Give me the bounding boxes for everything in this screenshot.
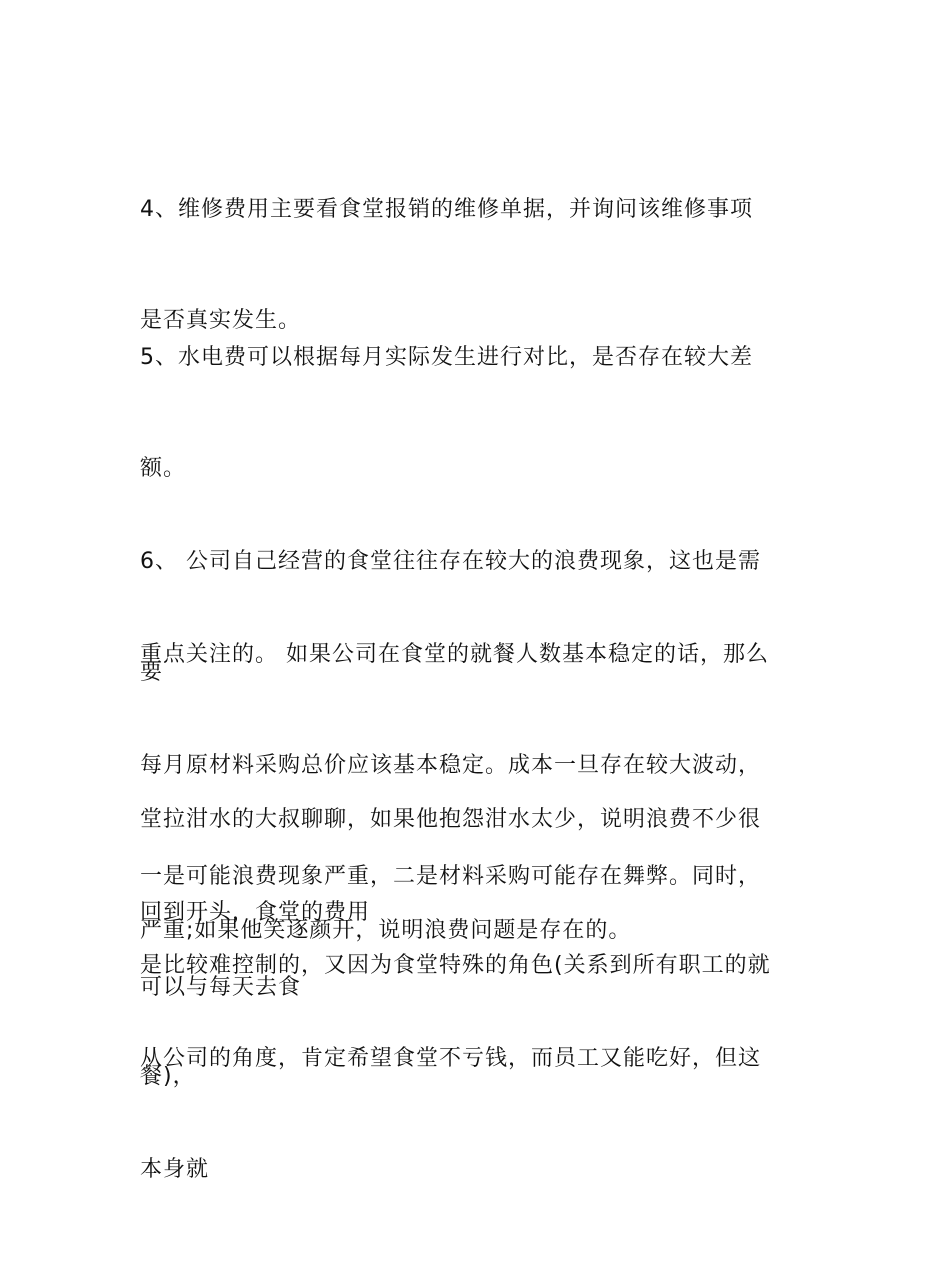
text-line: 堂拉泔水的大叔聊聊，如果他抱怨泔水太少，说明浪费不少很 [140, 807, 762, 832]
text-line: 5、水电费可以根据每月实际发生进行对比，是否存在较大差 [140, 345, 753, 370]
text-line: 严重;如果他笑逐颜开，说明浪费问题是存在的。 [140, 918, 632, 943]
text-line: 重点关注的。 如果公司在食堂的就餐人数基本稳定的话，那么 [140, 642, 769, 667]
paragraph-body [140, 966, 820, 1262]
text-line: 本身就 [140, 1157, 210, 1182]
text-line: 是比较难控制的，又因为食堂特殊的角色(关系到所有职工的就 [140, 953, 771, 978]
text-line: 回到开头，食堂的费用 [140, 900, 371, 925]
text-line: 6、 公司自己经营的食堂往往存在较大的浪费现象，这也是需 [140, 549, 761, 574]
text-line: 餐)， [140, 1064, 196, 1089]
text-line: 一是可能浪费现象严重，二是材料采购可能存在舞弊。同时， [140, 864, 762, 889]
text-line: 每月原材料采购总价应该基本稳定。成本一旦存在较大波动， [140, 753, 762, 778]
text-line: 4、维修费用主要看食堂报销的维修单据，并询问该维修事项 [140, 197, 753, 222]
text-line: 额。 [140, 456, 187, 481]
text-line: 要 [140, 660, 164, 685]
text-line: 是否真实发生。 [140, 308, 302, 333]
text-line: 从公司的角度，肯定希望食堂不亏钱，而员工又能吃好，但这 [140, 1046, 762, 1071]
text-line: 可以与每天去食 [140, 975, 302, 1000]
